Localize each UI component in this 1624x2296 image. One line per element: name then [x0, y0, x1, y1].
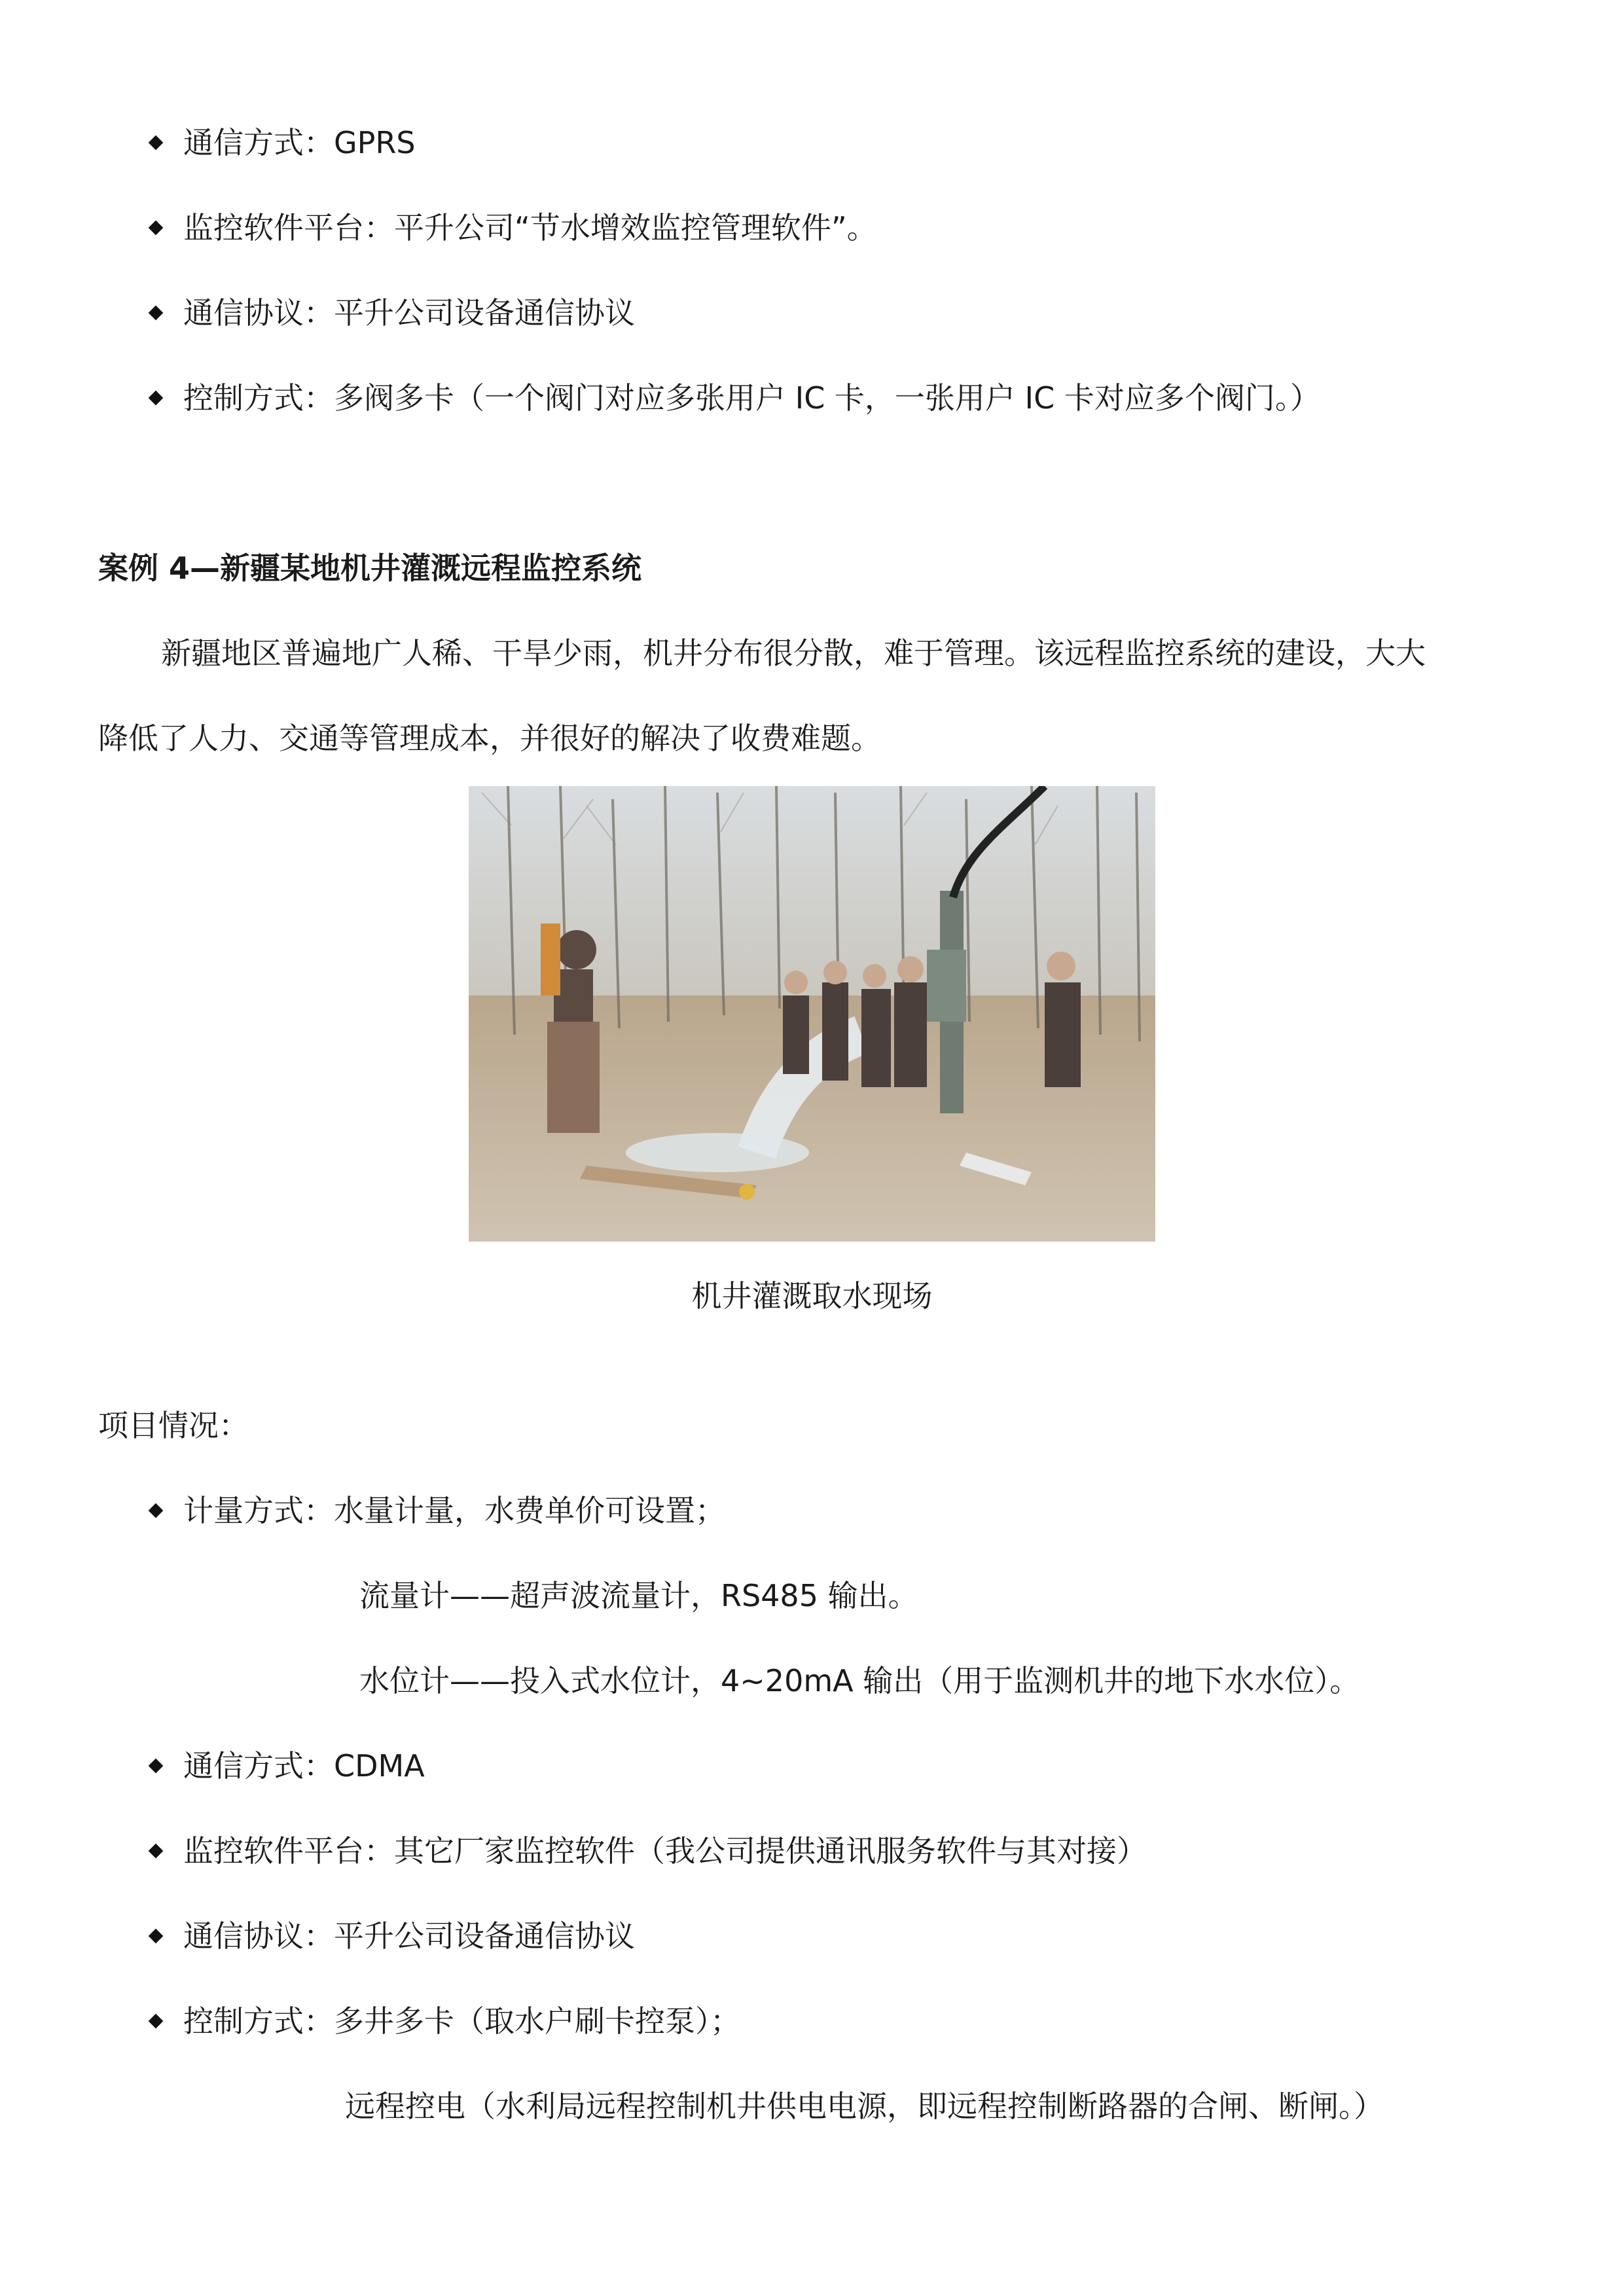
- bullet-icon: [149, 1503, 164, 1518]
- bullet-icon: [149, 391, 164, 406]
- project-levelmeter: 水位计——投入式水位计，4~20mA 输出（用于监测机井的地下水水位）。: [359, 1663, 1360, 1698]
- project-remote-power-control: 远程控电（水利局远程控制机井供电电源，即远程控制断路器的合闸、断闸。）: [345, 2089, 1384, 2124]
- bullet-icon: [149, 1929, 164, 1944]
- list-item-software-platform: 监控软件平台：平升公司“节水增效监控管理软件”。: [183, 210, 877, 245]
- project-label: 项目情况：: [98, 1408, 249, 1443]
- bullet-icon: [149, 1759, 164, 1774]
- case-paragraph-line-2: 降低了人力、交通等管理成本，并很好的解决了收费难题。: [98, 721, 881, 756]
- bullet-icon: [149, 2014, 164, 2029]
- list-item-comm-method: 通信方式：GPRS: [183, 125, 416, 160]
- project-protocol: 通信协议：平升公司设备通信协议: [183, 1918, 635, 1954]
- list-item-control-method: 控制方式：多阀多卡（一个阀门对应多张用户 IC 卡，一张用户 IC 卡对应多个阀门。）: [183, 380, 1320, 416]
- bullet-icon: [149, 306, 164, 321]
- bullet-icon: [149, 221, 164, 236]
- project-software-platform: 监控软件平台：其它厂家监控软件（我公司提供通讯服务软件与其对接）: [183, 1833, 1147, 1869]
- bullet-icon: [149, 135, 164, 151]
- project-comm-method: 通信方式：CDMA: [183, 1748, 425, 1784]
- project-flowmeter: 流量计——超声波流量计，RS485 输出。: [359, 1578, 918, 1613]
- project-control-method: 控制方式：多井多卡（取水户刷卡控泵）；: [183, 2003, 740, 2039]
- irrigation-photo: [469, 786, 1155, 1242]
- case-paragraph-line-1: 新疆地区普遍地广人稀、干旱少雨，机井分布很分散，难于管理。该远程监控系统的建设，大大: [161, 636, 1426, 671]
- project-metering: 计量方式：水量计量，水费单价可设置；: [183, 1493, 725, 1528]
- bullet-icon: [149, 1844, 164, 1859]
- case-heading: 案例 4—新疆某地机井灌溉远程监控系统: [98, 550, 642, 586]
- list-item-protocol: 通信协议：平升公司设备通信协议: [183, 295, 635, 331]
- photo-caption: 机井灌溉取水现场: [691, 1278, 933, 1314]
